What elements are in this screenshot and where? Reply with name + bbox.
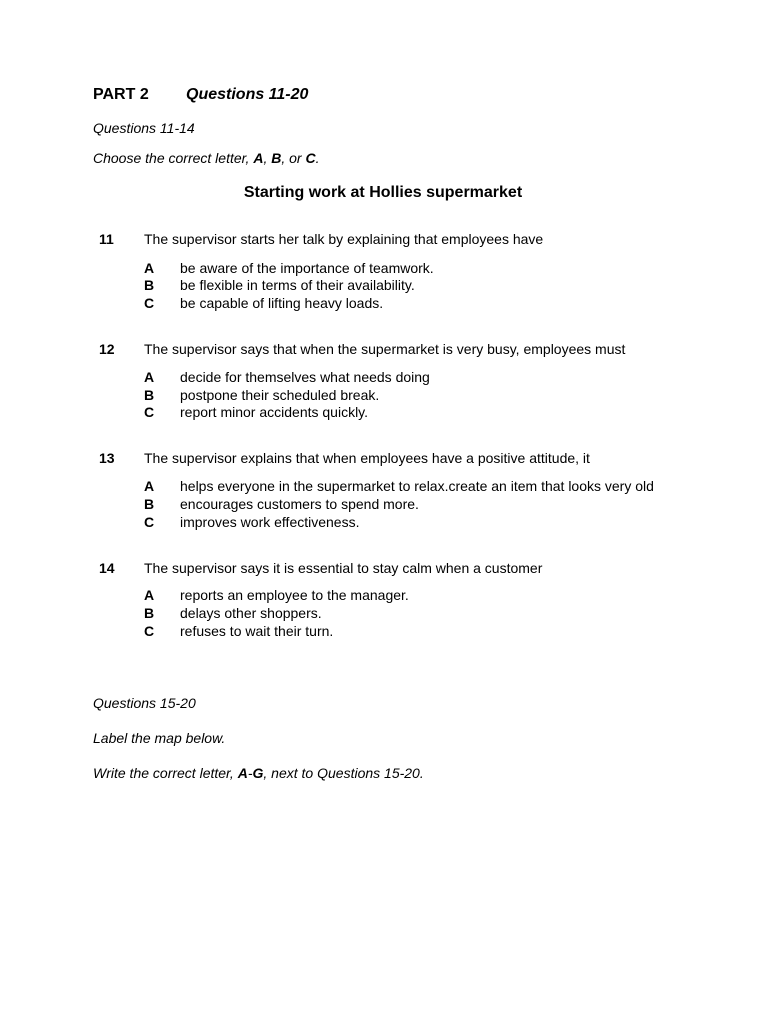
section-instruction: Write the correct letter, A-G, next to Questions 15-20. (93, 765, 424, 781)
option-text: helps everyone in the supermarket to relax.create an item that looks very old (180, 478, 654, 494)
option-letter: B (144, 387, 155, 403)
section-instruction: Label the map below. (93, 730, 226, 746)
question-number: 12 (99, 341, 115, 357)
option-text: reports an employee to the manager. (180, 587, 409, 603)
option-letter: C (144, 295, 155, 311)
option-letter: C (144, 514, 155, 530)
option-letter: A (144, 478, 155, 494)
section-heading: Questions 15-20 (93, 695, 196, 711)
option-letter: B (144, 496, 155, 512)
option-text: delays other shoppers. (180, 605, 322, 621)
option-letter: B (144, 605, 155, 621)
question-number: 13 (99, 450, 115, 466)
option-letter: A (144, 260, 155, 276)
option-text: postpone their scheduled break. (180, 387, 380, 403)
question-text: The supervisor explains that when employees have a positive attitude, it (144, 450, 590, 466)
part-questions-range: Questions 11-20 (186, 86, 309, 103)
document-title: Starting work at Hollies supermarket (243, 184, 523, 201)
part-label: PART 2 (93, 86, 149, 103)
option-letter: C (144, 623, 155, 639)
question-text: The supervisor starts her talk by explaining that employees have (144, 231, 544, 247)
option-text: be capable of lifting heavy loads. (180, 295, 384, 311)
option-text: report minor accidents quickly. (180, 404, 369, 420)
option-text: be aware of the importance of teamwork. (180, 260, 434, 276)
question-number: 14 (99, 560, 115, 576)
option-letter: C (144, 404, 155, 420)
option-text: decide for themselves what needs doing (180, 369, 430, 385)
option-text: encourages customers to spend more. (180, 496, 419, 512)
section-heading: Questions 11-14 (93, 120, 195, 136)
option-text: be flexible in terms of their availability. (180, 277, 415, 293)
section-instruction: Choose the correct letter, A, B, or C. (93, 150, 320, 166)
question-text: The supervisor says it is essential to stay calm when a customer (144, 560, 543, 576)
option-letter: B (144, 277, 155, 293)
question-text: The supervisor says that when the supermarket is very busy, employees must (144, 341, 626, 357)
option-letter: A (144, 587, 155, 603)
option-text: improves work effectiveness. (180, 514, 360, 530)
question-number: 11 (99, 231, 114, 247)
option-text: refuses to wait their turn. (180, 623, 334, 639)
option-letter: A (144, 369, 155, 385)
